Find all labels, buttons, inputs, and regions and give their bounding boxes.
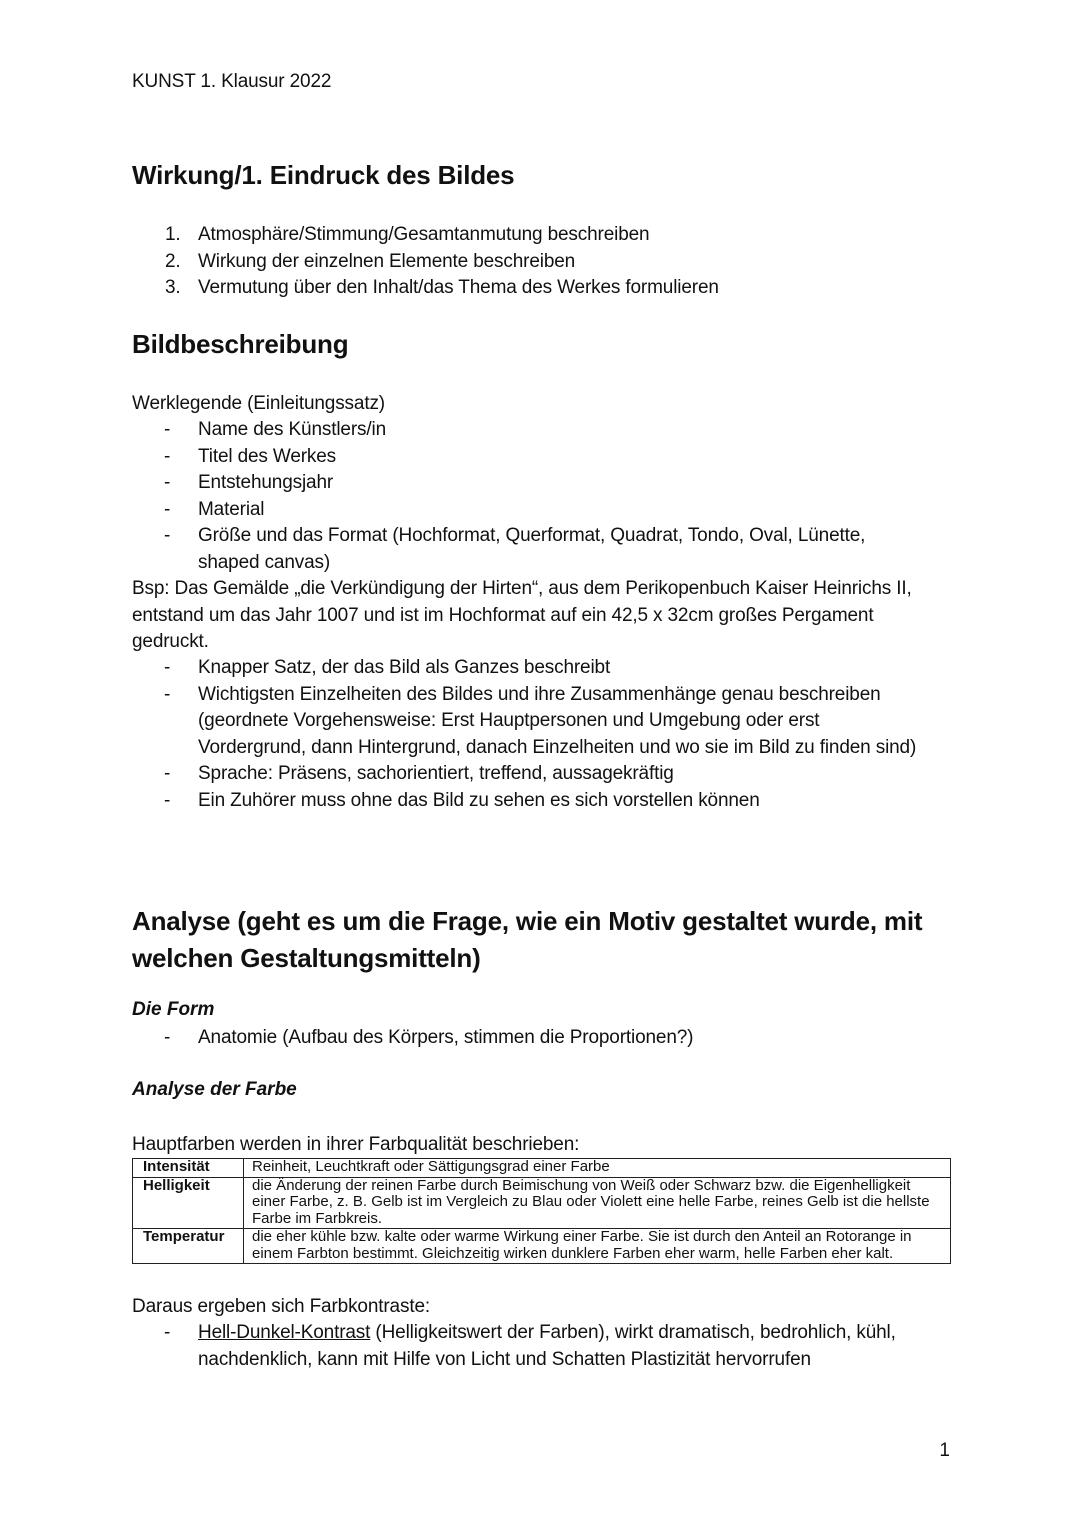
table-cell-term: Temperatur [133,1229,244,1264]
example-paragraph: Bsp: Das Gemälde „die Verkündigung der Hirten“, aus dem Perikopenbuch Kaiser Heinrichs II, entstand um das Jahr 1007 und ist im Hochformat auf ein 42,5 x 32cm großes Pergament gedruckt. [132,578,912,652]
list-item: - Entstehungsjahr [164,470,928,497]
table-row [133,1229,951,1264]
page-header: KUNST 1. Klausur 2022 [132,71,332,92]
page-number: 1 [939,1440,950,1461]
wirkung-list [165,222,719,302]
list-text: Material [198,498,265,520]
werklegende-label: Werklegende (Einleitungssatz) [132,393,385,414]
list-item: - Anatomie (Aufbau des Körpers, stimmen die Proportionen?) [164,1025,928,1052]
form-list [164,1025,928,1052]
list-text: Anatomie (Aufbau des Körpers, stimmen die Proportionen?) [198,1027,694,1048]
list-text: Name des Künstlers/in [198,419,386,440]
description-list [164,655,928,814]
heading-bildbeschreibung: Bildbeschreibung [132,329,349,359]
list-item: - Ein Zuhörer muss ohne das Bild zu sehen es sich vorstellen können [164,788,928,815]
list-item [165,249,719,276]
list-item: - Titel des Werkes [164,444,928,471]
kontrast-term: Hell-Dunkel-Kontrast [198,1322,371,1343]
list-text: Titel des Werkes [198,445,337,467]
farbe-intro: Hauptfarben werden in ihrer Farbqualität beschrieben: [132,1134,580,1155]
kontraste-intro: Daraus ergeben sich Farbkontraste: [132,1296,431,1317]
table-row [133,1177,951,1229]
list-item [165,222,719,249]
list-item: - Sprache: Präsens, sachorientiert, treffend, aussagekräftig [164,761,928,788]
list-text: Sprache: Präsens, sachorientiert, treffend, aussagekräftig [198,763,674,784]
list-text: Wichtigsten Einzelheiten des Bildes und ihre Zusammenhänge genau beschreiben (geordnete Vorgehensweise: Erst Hauptpersonen und Umgebung oder erst Vordergrund, dann Hintergrund, danach Einzelheiten und wo sie im Bild zu finden sind) [198,683,917,758]
list-text: Größe und das Format (Hochformat, Querformat, Quadrat, Tondo, Oval, Lünette, shaped canvas) [198,525,866,573]
list-number: 2. [165,250,181,272]
heading-wirkung: Wirkung/1. Eindruck des Bildes [132,160,515,190]
farbqualitaet-table [132,1158,951,1264]
table-cell-definition: die eher kühle bzw. kalte oder warme Wirkung einer Farbe. Sie ist durch den Anteil an Rotorange in einem Farbton bestimmt. Gleichzeitig wirken dunklere Farben eher warm, helle Farben eher kalt. [244,1229,951,1264]
list-item: - Größe und das Format (Hochformat, Querformat, Quadrat, Tondo, Oval, Lünette, shaped canvas) [164,523,928,576]
list-text: Ein Zuhörer muss ohne das Bild zu sehen es sich vorstellen können [198,789,760,811]
table-cell-definition: die Änderung der reinen Farbe durch Beimischung von Weiß oder Schwarz bzw. die Eigenhelligkeit einer Farbe, z. B. Gelb ist im Vergleich zu Blau oder Violett eine helle Farbe, reines Gelb ist die hellste Farbe im Farbkreis. [244,1177,951,1229]
table-cell-definition: Reinheit, Leuchtkraft oder Sättigungsgrad einer Farbe [244,1159,951,1178]
list-number: 1. [165,224,181,245]
list-item: - Material [164,497,928,524]
list-item: - Knapper Satz, der das Bild als Ganzes beschreibt [164,655,928,682]
table-cell-term: Helligkeit [133,1177,244,1229]
subheading-form: Die Form [132,999,215,1020]
table-cell-term: Intensität [133,1159,244,1178]
list-item: - Hell-Dunkel-Kontrast (Helligkeitswert der Farben), wirkt dramatisch, bedrohlich, kühl, nachdenklich, kann mit Hilfe von Licht und Schatten Plastizität hervorrufen [164,1320,913,1373]
table-row [133,1159,951,1178]
list-item [165,275,719,302]
subheading-farbe: Analyse der Farbe [132,1079,297,1100]
list-text: Entstehungsjahr [198,472,334,493]
heading-analyse: Analyse (geht es um die Frage, wie ein Motiv gestaltet wurde, mit welchen Gestaltungsmitteln) [132,906,923,973]
kontrast-description: (Helligkeitswert der Farben), wirkt dramatisch, bedrohlich, kühl, nachdenklich, kann mit Hilfe von Licht und Schatten Plastizität hervorrufen [198,1322,896,1370]
list-text: Knapper Satz, der das Bild als Ganzes beschreibt [198,657,611,678]
list-number: 3. [165,277,181,298]
list-text: Vermutung über den Inhalt/das Thema des Werkes formulieren [198,277,719,298]
kontraste-list [164,1320,913,1373]
werklegende-list [164,417,928,576]
list-item: - Name des Künstlers/in [164,417,928,444]
list-item: - Wichtigsten Einzelheiten des Bildes und ihre Zusammenhänge genau beschreiben (geordnete Vorgehensweise: Erst Hauptpersonen und Umgebung oder erst Vordergrund, dann Hintergrund, danach Einzelheiten und wo sie im Bild zu finden sind) [164,682,928,762]
list-text: Wirkung der einzelnen Elemente beschreiben [198,250,576,272]
list-text [198,1320,913,1373]
list-text: Atmosphäre/Stimmung/Gesamtanmutung beschreiben [198,224,650,245]
